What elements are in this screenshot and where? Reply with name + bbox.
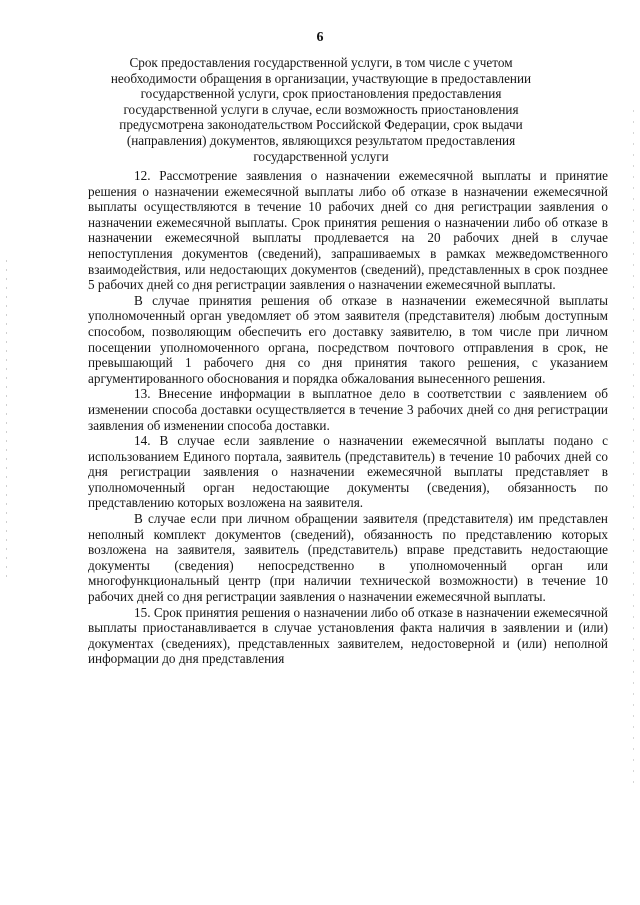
scan-edge-right xyxy=(633,110,634,790)
heading-line: государственной услуги в случае, если возможность приостановления xyxy=(123,101,519,117)
body-text xyxy=(88,168,608,667)
heading-line: предусмотрена законодательством Российской Федерации, срок выдачи xyxy=(119,117,523,133)
paragraph-13: 13. Внесение информации в выплатное дело в соответствии с заявлением об изменении способа доставки осуществляется в течение 3 рабочих дней со дня регистрации заявления об изменении способа доставки. xyxy=(88,386,608,433)
paragraph-15: 15. Срок принятия решения о назначении либо об отказе в назначении ежемесячной выплаты приостанавливается в случае установления факта наличия в заявлении и (или) документах (сведениях), представленных заявителем, недостоверной и (или) неполной информации до дня представления xyxy=(88,604,608,667)
heading-line: необходимости обращения в организации, участвующие в предоставлении xyxy=(110,70,532,86)
paragraph-12-refusal: В случае принятия решения об отказе в назначении ежемесячной выплаты уполномоченный орган уведомляет об этом заявителя (представителя) любым доступным способом, позволяющим обеспечить его доставку заявителю, в том числе при личном посещении уполномоченного органа, посредством почтового отправления в срок, не превышающий 1 рабочего дня со дня принятия такого решения, с указанием аргументированного обоснования и порядка обжалования вынесенного решения. xyxy=(88,292,608,386)
heading-line: Срок предоставления государственной услуги, в том числе с учетом xyxy=(129,55,513,70)
paragraph-12: 12. Рассмотрение заявления о назначении ежемесячной выплаты и принятие решения о назначении ежемесячной выплаты либо об отказе в назначении ежемесячной выплаты осуществляются в течение 10 рабочих дней со дня регистрации заявления о назначении ежемесячной выплаты. Срок принятия решения о назначении либо об отказе в назначении ежемесячной выплаты продлевается на 20 рабочих дней в случае непоступления документов (сведений), запрашиваемых в рамках межведомственного взаимодействия, или недостающих документов (сведений), представленных в срок позднее 5 рабочих дней со дня регистрации заявления о назначении ежемесячной выплаты. xyxy=(88,168,608,293)
paragraph-14-personal: В случае если при личном обращении заявителя (представителя) им представлен неполный комплект документов (сведений), обязанность по представлению которых возложена на заявителя, заявитель (представитель) вправе представить недостающие документы (сведения) непосредственно в уполномоченный орган или многофункциональный центр (при наличии технической возможности) в течение 10 рабочих дней со дня регистрации заявления о назначении ежемесячной выплаты. xyxy=(88,511,608,605)
heading-line: государственной услуги, срок приостановления предоставления xyxy=(140,86,502,102)
paragraph-14: 14. В случае если заявление о назначении ежемесячной выплаты подано с использованием Единого портала, заявитель (представитель) в течение 10 рабочих дней со дня регистрации заявления о назначении ежемесячной выплаты представляет в уполномоченный орган недостающие документы (сведения), обязанность по представлению которых возложена на заявителя. xyxy=(88,433,608,511)
heading-line: государственной услуги xyxy=(253,148,389,164)
section-heading xyxy=(108,55,534,164)
page-number: 6 xyxy=(316,30,324,45)
scan-edge-left xyxy=(6,260,7,580)
heading-line: (направления) документов, являющихся результатом предоставления xyxy=(126,132,516,148)
